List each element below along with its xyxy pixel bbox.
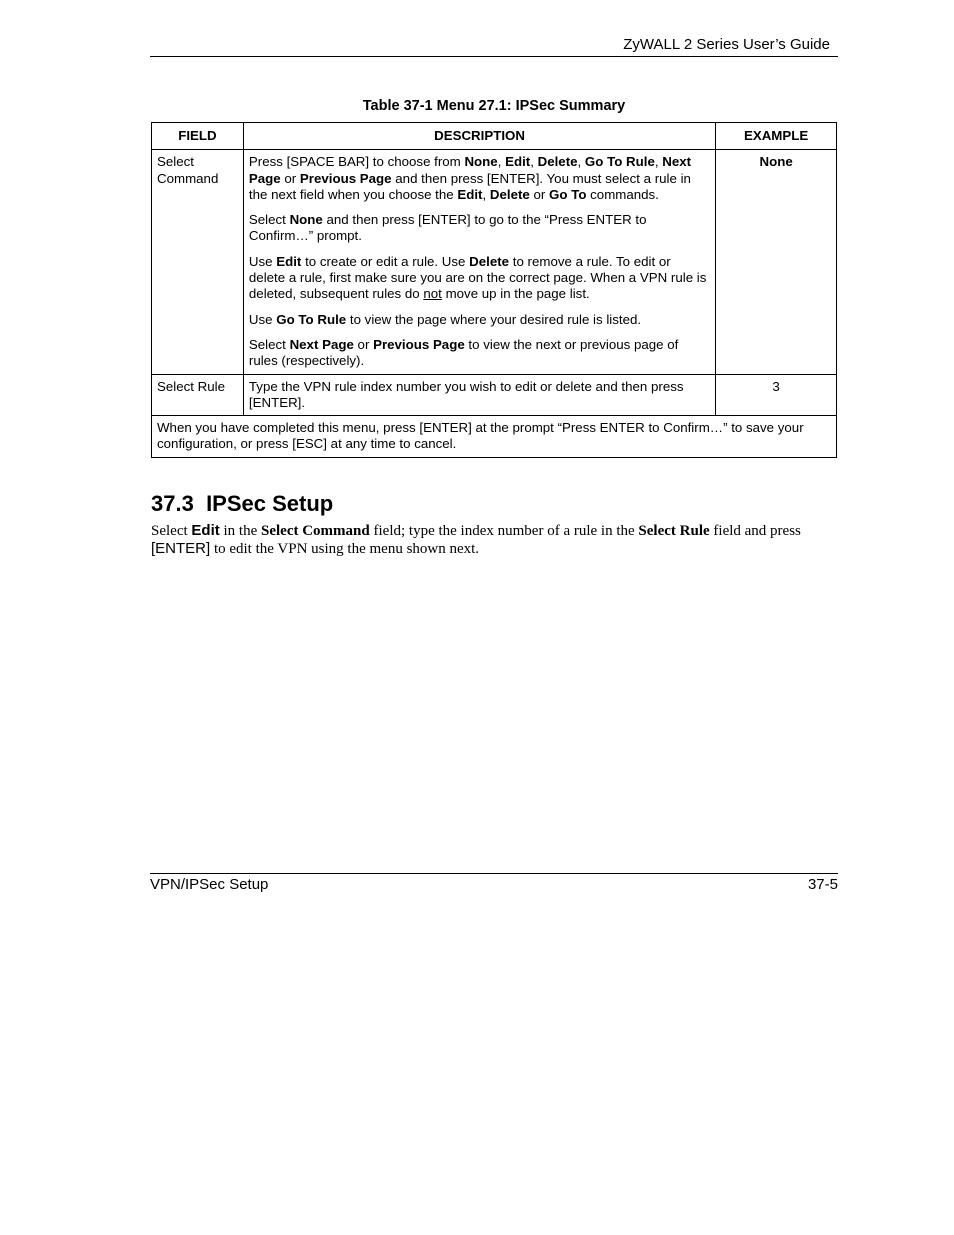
description-cell: Type the VPN rule index number you wish to edit or delete and then press [ENTER]. <box>243 374 715 416</box>
footer-page-number: 37-5 <box>807 876 838 893</box>
header-field: FIELD <box>152 123 244 150</box>
header-description: DESCRIPTION <box>243 123 715 150</box>
example-cell: 3 <box>716 374 837 416</box>
running-footer <box>150 873 838 893</box>
table-footer-note: When you have completed this menu, press [ENTER] at the prompt “Press ENTER to Confirm…” to save your configuration, or press [ESC] at any time to cancel. <box>152 416 837 458</box>
field-cell: Select Rule <box>152 374 244 416</box>
example-cell: None <box>716 150 837 374</box>
table-row-select-rule <box>152 374 837 416</box>
section-title: IPSec Setup <box>206 491 334 516</box>
running-header: ZyWALL 2 Series User’s Guide <box>150 36 838 57</box>
ipsec-summary-table <box>151 122 837 458</box>
table-row-select-command <box>152 150 837 374</box>
footer-chapter: VPN/IPSec Setup <box>150 876 269 893</box>
section-number: 37.3 <box>151 491 194 516</box>
description-cell: Press [SPACE BAR] to choose from None, Edit, Delete, Go To Rule, Next Page or Previous Page and then press [ENTER]. You must select a rule in the next field when you choose the Edit, Delete or Go To commands. Select None and then press [ENTER] to go to the “Press ENTER to Confirm…” prompt. Use Edit to create or edit a rule. Use Delete to remove a rule. To edit or delete a rule, first make sure you are on the correct page. When a VPN rule is deleted, subsequent rules do not move up in the page list. Use Go To Rule to view the page where your desired rule is listed. Select Next Page or Previous Page to view the next or previous page of rules (respectively). <box>243 150 715 374</box>
table-footer-row <box>152 416 837 458</box>
header-example: EXAMPLE <box>716 123 837 150</box>
section-heading <box>151 491 333 517</box>
table-header-row <box>152 123 837 150</box>
section-body: Select Edit in the Select Command field; type the index number of a rule in the Select Rule field and press [ENTER] to edit the VPN using the menu shown next. <box>151 522 801 557</box>
table-caption: Table 37-1 Menu 27.1: IPSec Summary <box>362 98 626 114</box>
field-cell: Select Command <box>152 150 244 374</box>
